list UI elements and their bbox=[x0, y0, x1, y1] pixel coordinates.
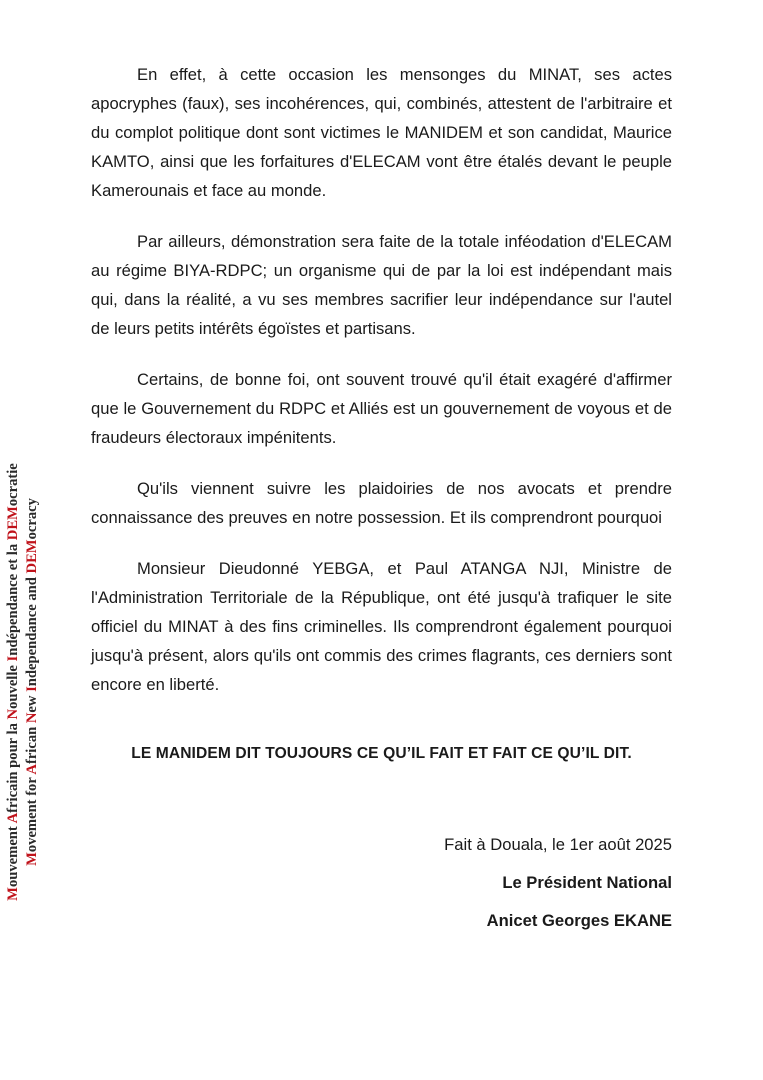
party-name-sidebar bbox=[4, 432, 48, 932]
party-name-french-segment: A bbox=[5, 812, 21, 824]
party-name-french bbox=[4, 432, 23, 932]
party-name-english-segment: N bbox=[24, 712, 40, 724]
signatory-title: Le Président National bbox=[502, 873, 672, 892]
party-name-english-segment: ew bbox=[24, 691, 40, 713]
party-name-french-segment: M bbox=[5, 887, 21, 901]
party-name-french-segment: ouvement bbox=[5, 823, 21, 888]
letter-body bbox=[91, 60, 672, 721]
party-name-french-segment: fricain pour la bbox=[5, 719, 21, 813]
party-name-english-segment: DEM bbox=[24, 539, 40, 574]
paragraph-5: Monsieur Dieudonné YEBGA, et Paul ATANGA NJI, Ministre de l'Administration Territoriale de la République, ont été jusqu'à trafiquer le site officiel du MINAT à des fins criminelles. Ils comprendront également pourquoi jusqu'à présent, alors qu'ils ont commis des crimes flagrants, ces derniers sont encore en liberté. bbox=[91, 559, 672, 694]
paragraph-1: En effet, à cette occasion les mensonges du MINAT, ses actes apocryphes (faux), ses incohérences, qui, combinés, attestent de l'arbitraire et du complot politique dont sont victimes le MANIDEM et son candidat, Maurice KAMTO, ainsi que les forfaitures d'ELECAM vont être étalés devant le peuple Kamerounais et face au monde. bbox=[91, 65, 672, 200]
signature-block bbox=[444, 830, 672, 944]
party-name-english-segment: ovement for bbox=[24, 774, 40, 853]
party-name-french-segment: ocratie bbox=[5, 463, 21, 507]
party-name-english bbox=[23, 432, 42, 932]
party-name-english-segment: A bbox=[24, 764, 40, 775]
party-name-french-segment: I bbox=[5, 655, 21, 662]
party-name-french-segment: ndépendance et la bbox=[5, 540, 21, 656]
party-name-english-segment: ocracy bbox=[24, 498, 40, 540]
party-name-french-segment: DEM bbox=[5, 506, 21, 541]
paragraph-4: Qu'ils viennent suivre les plaidoiries de nos avocats et prendre connaissance des preuves en notre possession. Et ils comprendront pourquoi bbox=[91, 479, 672, 527]
party-slogan: LE MANIDEM DIT TOUJOURS CE QU’IL FAIT ET FAIT CE QU’IL DIT. bbox=[131, 745, 632, 762]
party-name-english-segment: ndependance and bbox=[24, 573, 40, 687]
party-name-english-segment: M bbox=[24, 852, 40, 866]
party-name-french-segment: ouvelle bbox=[5, 661, 21, 709]
paragraph-3: Certains, de bonne foi, ont souvent trouvé qu'il était exagéré d'affirmer que le Gouvernement du RDPC et Alliés est un gouvernement de voyous et de fraudeurs électoraux impénitents. bbox=[91, 370, 672, 447]
party-name-french-segment: N bbox=[5, 708, 21, 720]
signatory-name: Anicet Georges EKANE bbox=[486, 911, 672, 930]
party-name-english-segment: frican bbox=[24, 723, 40, 765]
place-date: Fait à Douala, le 1er août 2025 bbox=[444, 835, 672, 854]
party-name-english-segment: I bbox=[24, 686, 40, 692]
paragraph-2: Par ailleurs, démonstration sera faite de la totale inféodation d'ELECAM au régime BIYA-RDPC; un organisme qui de par la loi est indépendant mais qui, dans la réalité, a vu ses membres sacrifier leur indépendance sur l'autel de leurs petits intérêts égoïstes et partisans. bbox=[91, 232, 672, 338]
